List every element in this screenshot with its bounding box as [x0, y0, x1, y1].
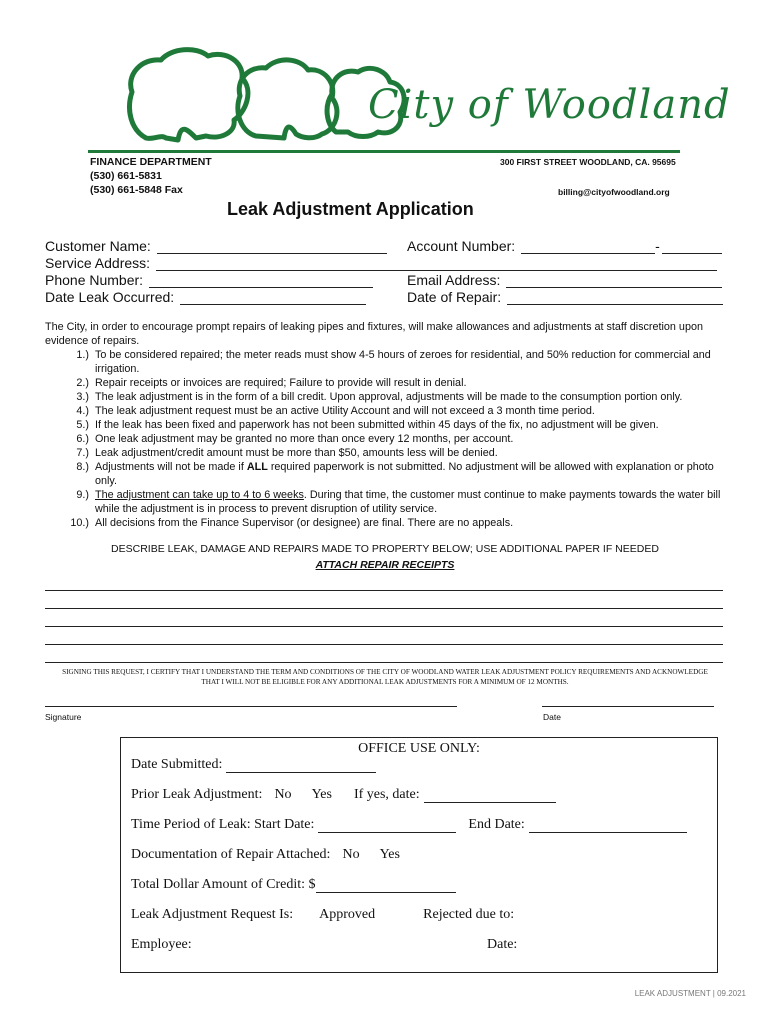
rule-number: 7.) — [76, 447, 89, 459]
if-yes-date-line[interactable] — [424, 789, 556, 803]
policy-rule-9 — [45, 488, 725, 516]
date-repair-field[interactable] — [407, 289, 723, 305]
department-email: billing@cityofwoodland.org — [558, 187, 670, 197]
footer-label: LEAK ADJUSTMENT | 09.2021 — [634, 989, 746, 998]
office-date-field — [487, 937, 517, 953]
account-number-line-2[interactable] — [662, 239, 722, 254]
department-address: 300 FIRST STREET WOODLAND, CA. 95695 — [500, 157, 676, 167]
rule-text — [95, 460, 725, 488]
total-credit-label: Total Dollar Amount of Credit: $ — [131, 877, 316, 892]
date-leak-label: Date Leak Occurred: — [45, 289, 175, 305]
employee-field — [131, 937, 192, 953]
account-number-field[interactable] — [407, 238, 722, 254]
account-number-label: Account Number: — [407, 238, 516, 254]
start-date-line[interactable] — [318, 819, 456, 833]
city-name-logo: City of Woodland — [368, 82, 731, 128]
policy-rule-1 — [45, 348, 725, 376]
documentation-no-option[interactable]: No — [342, 847, 360, 862]
rule-text-part: . During that time, the customer must continue to make payments towards the water bill while the adjustment is in process to prevent disruption of utility service. — [95, 489, 721, 515]
email-address-label: Email Address: — [407, 272, 501, 288]
account-number-line-1[interactable] — [521, 239, 655, 254]
policy-rule-8 — [45, 460, 725, 488]
rule-text: If the leak has been fixed and paperwork has not been submitted within 45 days of the fix, no adjustment will be given. — [95, 419, 659, 431]
phone-number-label: Phone Number: — [45, 272, 144, 288]
employee-label: Employee: — [131, 937, 192, 952]
certification-statement: SIGNING THIS REQUEST, I CERTIFY THAT I UNDERSTAND THE TERM AND CONDITIONS OF THE CITY OF WOODLAND WATER LEAK ADJUSTMENT POLICY REQUIREMENTS AND ACKNOWLEDGE THAT I WILL NOT BE ELIGIBLE FOR ANY ADDITIONAL LEAK ADJUSTMENTS FOR A MINIMUM OF 12 MONTHS. — [62, 668, 708, 686]
rule-text-underlined: The adjustment can take up to 4 to 6 weeks — [95, 489, 304, 501]
request-status-field — [131, 907, 514, 923]
rule-text: One leak adjustment may be granted no more than once every 12 months, per account. — [95, 433, 514, 445]
prior-leak-no-option[interactable]: No — [274, 787, 292, 802]
rule-text: All decisions from the Finance Supervisor (or designee) are final. There are no appeals. — [95, 517, 514, 529]
policy-rule-7 — [45, 446, 725, 460]
description-line-4[interactable] — [45, 644, 723, 645]
office-date-label: Date: — [487, 937, 518, 952]
phone-number-line[interactable] — [149, 273, 373, 288]
documentation-yes-option[interactable]: Yes — [379, 847, 400, 862]
prior-leak-field — [131, 787, 556, 803]
email-address-field[interactable] — [407, 272, 722, 288]
time-period-field — [131, 817, 687, 833]
description-line-1[interactable] — [45, 590, 723, 591]
description-line-5[interactable] — [45, 662, 723, 663]
start-date-label: Time Period of Leak: Start Date: — [131, 817, 315, 832]
rule-number: 9.) — [76, 489, 89, 501]
total-credit-field[interactable] — [131, 877, 456, 893]
policy-rule-4 — [45, 404, 725, 418]
rule-text-bold: ALL — [246, 461, 268, 473]
date-submitted-line[interactable] — [226, 759, 376, 773]
signature-line[interactable] — [45, 706, 457, 707]
rule-number: 4.) — [76, 405, 89, 417]
policy-intro: The City, in order to encourage prompt repairs of leaking pipes and fixtures, will make allowances and adjustments at staff discretion upon evidence of repairs. — [45, 321, 703, 347]
account-number-separator: - — [655, 238, 660, 254]
customer-name-field[interactable] — [45, 238, 387, 254]
documentation-field — [131, 847, 400, 863]
rule-text: The leak adjustment request must be an active Utility Account and will not exceed a 3 month time period. — [95, 405, 595, 417]
policy-rule-2 — [45, 376, 725, 390]
date-leak-line[interactable] — [180, 290, 366, 305]
rule-text-part: required paperwork is not submitted. No adjustment will be allowed with explanation or photo only. — [95, 461, 714, 487]
describe-heading: DESCRIBE LEAK, DAMAGE AND REPAIRS MADE TO PROPERTY BELOW; USE ADDITIONAL PAPER IF NEEDED — [111, 543, 659, 555]
signature-date-label: Date — [543, 712, 561, 722]
prior-leak-label: Prior Leak Adjustment: — [131, 787, 263, 802]
rule-number: 1.) — [76, 349, 89, 361]
request-status-label: Leak Adjustment Request Is: — [131, 907, 294, 922]
rule-number: 3.) — [76, 391, 89, 403]
date-submitted-label: Date Submitted: — [131, 757, 223, 772]
phone-number-field[interactable] — [45, 272, 373, 288]
attach-receipts-heading: ATTACH REPAIR RECEIPTS — [315, 559, 455, 571]
policy-rule-5 — [45, 418, 725, 432]
description-line-2[interactable] — [45, 608, 723, 609]
policy-rule-6 — [45, 432, 725, 446]
policy-rules — [45, 348, 725, 530]
policy-rule-10 — [45, 516, 725, 530]
department-phone: (530) 661-5831 — [90, 170, 162, 182]
prior-leak-yes-option[interactable]: Yes — [311, 787, 332, 802]
service-address-line[interactable] — [156, 256, 717, 271]
email-address-line[interactable] — [506, 273, 722, 288]
service-address-field[interactable] — [45, 255, 717, 271]
end-date-line[interactable] — [529, 819, 687, 833]
date-repair-line[interactable] — [507, 290, 723, 305]
header-rule — [88, 150, 680, 153]
rule-number: 2.) — [76, 377, 89, 389]
rule-number: 6.) — [76, 433, 89, 445]
department-fax: (530) 661-5848 Fax — [90, 184, 183, 196]
service-address-label: Service Address: — [45, 255, 151, 271]
signature-label: Signature — [45, 712, 82, 722]
customer-name-label: Customer Name: — [45, 238, 151, 254]
department-name: FINANCE DEPARTMENT — [90, 156, 212, 168]
date-leak-field[interactable] — [45, 289, 366, 305]
rule-text: Leak adjustment/credit amount must be more than $50, amounts less will be denied. — [95, 447, 498, 459]
form-title: Leak Adjustment Application — [227, 199, 474, 219]
documentation-label: Documentation of Repair Attached: — [131, 847, 331, 862]
date-repair-label: Date of Repair: — [407, 289, 502, 305]
rule-number: 8.) — [76, 461, 89, 473]
customer-name-line[interactable] — [157, 239, 387, 254]
policy-rule-3 — [45, 390, 725, 404]
end-date-label: End Date: — [468, 817, 525, 832]
total-credit-line[interactable] — [316, 879, 456, 893]
date-submitted-field[interactable] — [131, 757, 376, 773]
rule-number: 10.) — [70, 517, 89, 529]
if-yes-date-label: If yes, date: — [353, 787, 420, 802]
rule-text: The leak adjustment is in the form of a bill credit. Upon approval, adjustments will be made to the consumption portion only. — [95, 391, 683, 403]
rejected-option[interactable]: Rejected due to: — [423, 907, 515, 922]
department-block — [90, 155, 212, 197]
office-use-heading: OFFICE USE ONLY: — [358, 741, 480, 756]
description-line-3[interactable] — [45, 626, 723, 627]
rule-text-part: Adjustments will not be made if — [95, 461, 247, 473]
rule-text: Repair receipts or invoices are required; Failure to provide will result in denial. — [95, 377, 467, 389]
rule-text: To be considered repaired; the meter reads must show 4-5 hours of zeroes for residential, and 50% reduction for commercial and irrigation. — [95, 349, 711, 375]
rule-number: 5.) — [76, 419, 89, 431]
signature-date-line[interactable] — [542, 706, 714, 707]
office-use-box — [120, 737, 718, 973]
rule-text — [95, 488, 725, 516]
approved-option[interactable]: Approved — [319, 907, 376, 922]
